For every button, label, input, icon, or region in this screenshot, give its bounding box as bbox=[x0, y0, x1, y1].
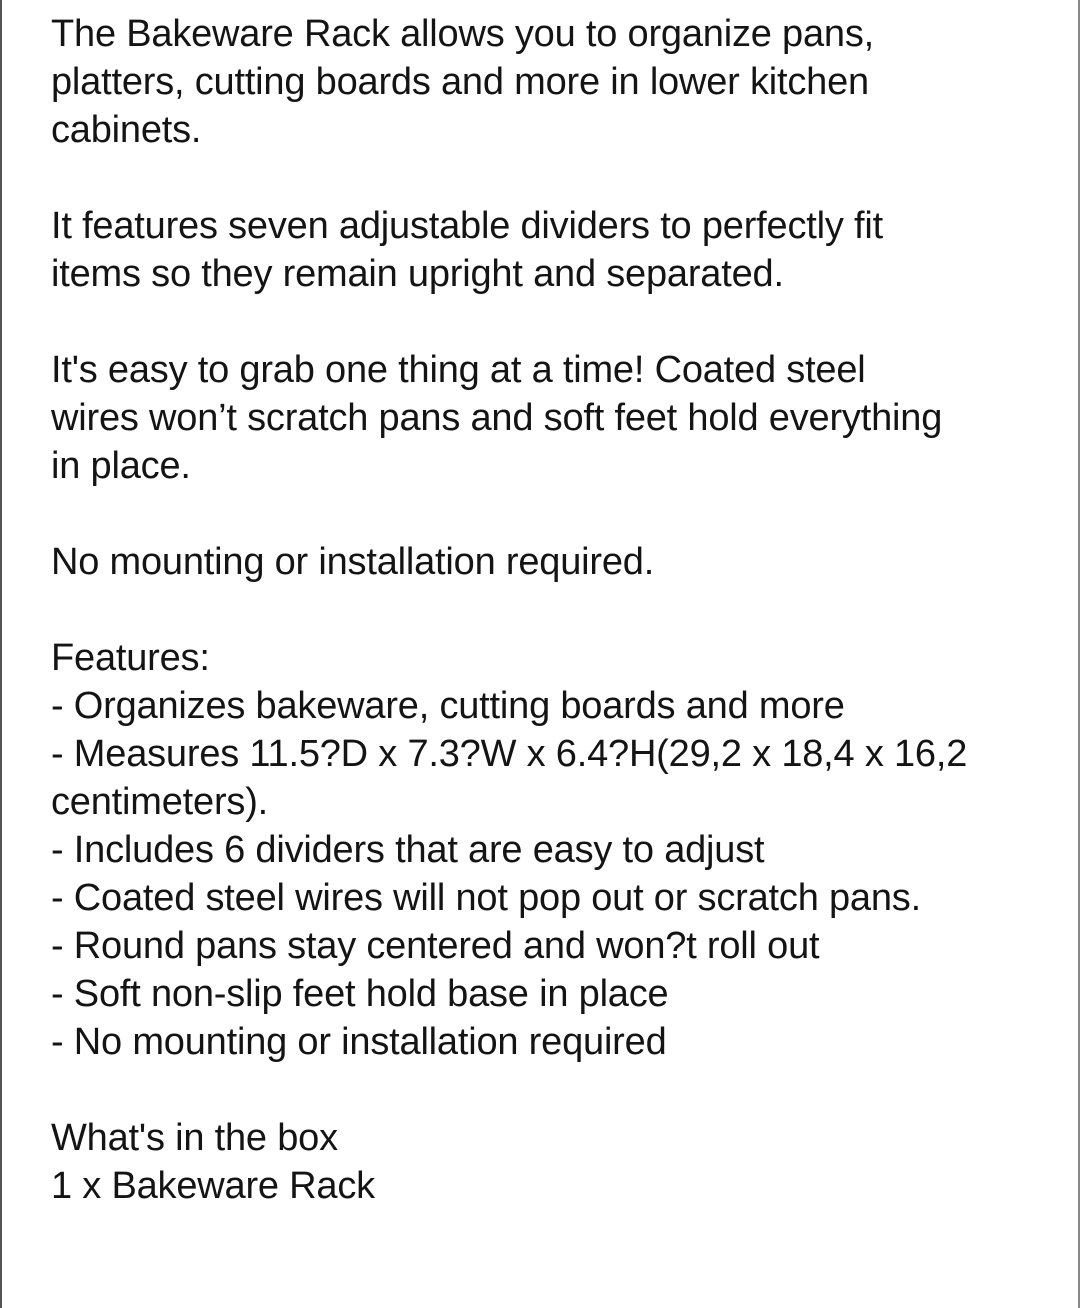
feature-line: centimeters). bbox=[51, 781, 269, 823]
product-description bbox=[51, 10, 1058, 1258]
features-section bbox=[51, 634, 1058, 1066]
feature-line: - Organizes bakeware, cutting boards and more bbox=[51, 685, 845, 727]
feature-line: - Includes 6 dividers that are easy to adjust bbox=[51, 829, 765, 871]
grab-paragraph bbox=[51, 346, 1058, 490]
feature-line: - Coated steel wires will not pop out or scratch pans. bbox=[51, 877, 921, 919]
feature-line: - Measures 11.5?D x 7.3?W x 6.4?H(29,2 x 18,4 x 16,2 bbox=[51, 733, 968, 775]
mounting-paragraph bbox=[51, 538, 1058, 586]
intro-line-3: cabinets. bbox=[51, 109, 202, 151]
mounting-line: No mounting or installation required. bbox=[51, 541, 655, 583]
features-heading: Features: bbox=[51, 637, 210, 679]
box-contents-item: 1 x Bakeware Rack bbox=[51, 1165, 375, 1207]
intro-line-2: platters, cutting boards and more in lower kitchen bbox=[51, 61, 869, 103]
feature-line: - Round pans stay centered and won?t roll out bbox=[51, 925, 820, 967]
box-contents-heading: What's in the box bbox=[51, 1117, 338, 1159]
intro-paragraph bbox=[51, 10, 1058, 154]
dividers-line-2: items so they remain upright and separated. bbox=[51, 253, 784, 295]
feature-line: - No mounting or installation required bbox=[51, 1021, 667, 1063]
grab-line-1: It's easy to grab one thing at a time! Coated steel bbox=[51, 349, 866, 391]
dividers-paragraph bbox=[51, 202, 1058, 298]
intro-line-1: The Bakeware Rack allows you to organize pans, bbox=[51, 13, 875, 55]
feature-line: - Soft non-slip feet hold base in place bbox=[51, 973, 669, 1015]
grab-line-3: in place. bbox=[51, 445, 191, 487]
box-contents-section bbox=[51, 1114, 1058, 1210]
dividers-line-1: It features seven adjustable dividers to perfectly fit bbox=[51, 205, 883, 247]
grab-line-2: wires won’t scratch pans and soft feet hold everything bbox=[51, 397, 943, 439]
